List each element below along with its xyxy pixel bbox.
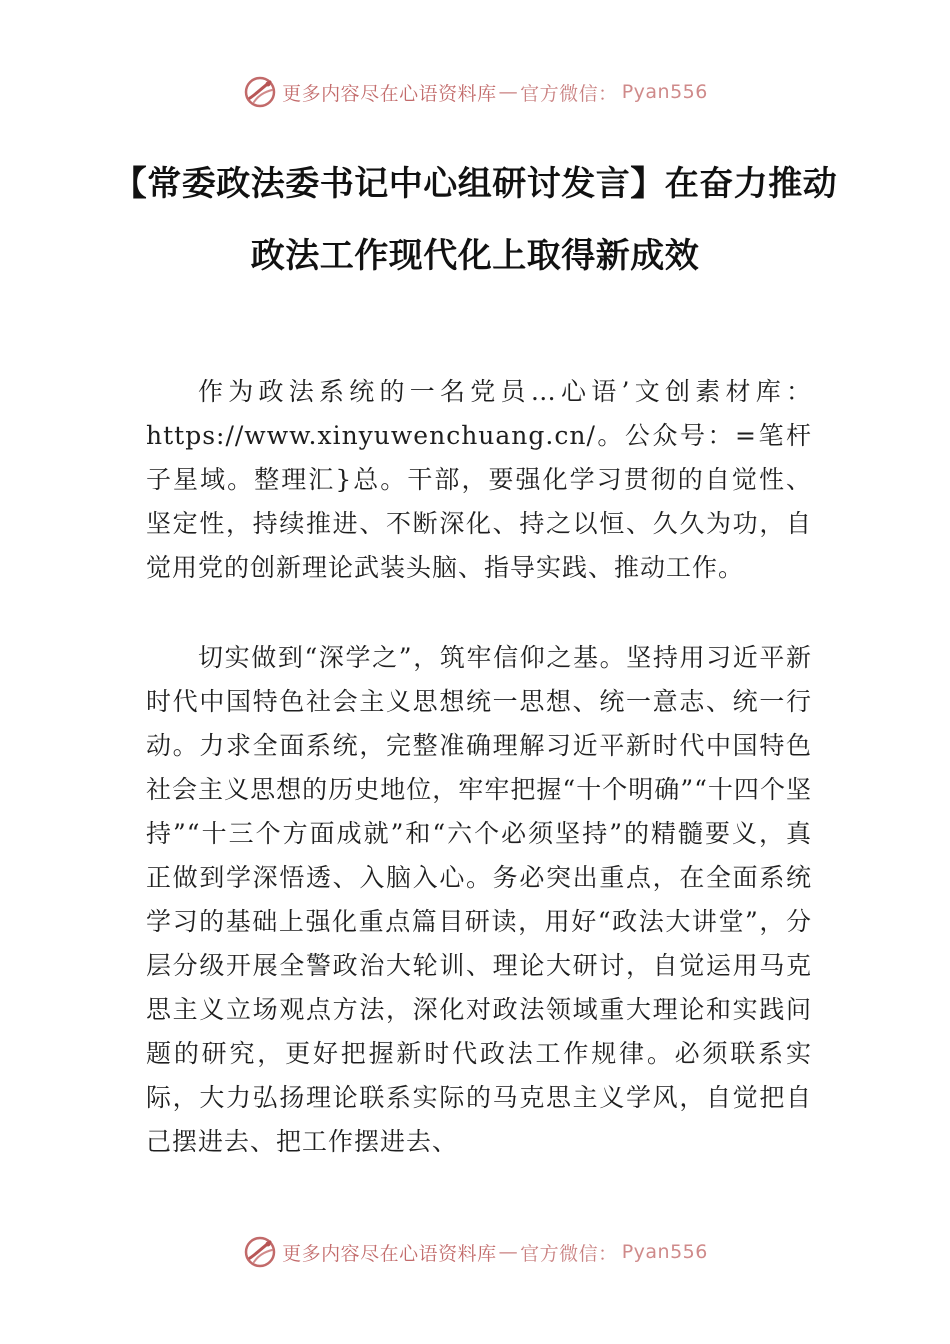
watermark-separator: — bbox=[498, 81, 519, 103]
document-title: 【常委政法委书记中心组研讨发言】在奋力推动政法工作现代化上取得新成效 bbox=[112, 164, 838, 276]
watermark-handle: Pyan556 bbox=[621, 81, 708, 103]
scroll-pen-logo-icon bbox=[242, 1234, 278, 1270]
watermark-suffix: 官方微信： bbox=[520, 82, 618, 105]
scroll-pen-logo-icon bbox=[242, 74, 278, 110]
watermark-prefix: 更多内容尽在心语资料库 bbox=[282, 1242, 497, 1265]
header-watermark bbox=[0, 72, 950, 112]
watermark-prefix: 更多内容尽在心语资料库 bbox=[282, 82, 497, 105]
watermark-handle: Pyan556 bbox=[621, 1241, 708, 1263]
paragraph-1: 作为政法系统的一名党员…心语’文创素材库：https://www.xinyuwenchuang.cn/。公众号：=笔杆子星域。整理汇}总。干部，要强化学习贯彻的自觉性、坚定性，持续推进、不断深化、持之以恒、久久为功，自觉用党的创新理论武装头脑、指导实践、推动工作。 bbox=[146, 377, 812, 582]
paragraph-2: 切实做到“深学之”，筑牢信仰之基。坚持用习近平新时代中国特色社会主义思想统一思想、统一意志、统一行动。力求全面系统，完整准确理解习近平新时代中国特色社会主义思想的历史地位，牢牢把握“十个明确”“十四个坚持”“十三个方面成就”和“六个必须坚持”的精髓要义，真正做到学深悟透、入脑入心。务必突出重点，在全面系统学习的基础上强化重点篇目研读，用好“政法大讲堂”，分层分级开展全警政治大轮训、理论大研讨，自觉运用马克思主义立场观点方法，深化对政法领域重大理论和实践问题的研究，更好把握新时代政法工作规律。必须联系实际，大力弘扬理论联系实际的马克思主义学风，自觉把自己摆进去、把工作摆进去、 bbox=[146, 643, 812, 1156]
watermark-separator: — bbox=[498, 1241, 519, 1263]
watermark-suffix: 官方微信： bbox=[520, 1242, 618, 1265]
footer-watermark bbox=[0, 1232, 950, 1272]
